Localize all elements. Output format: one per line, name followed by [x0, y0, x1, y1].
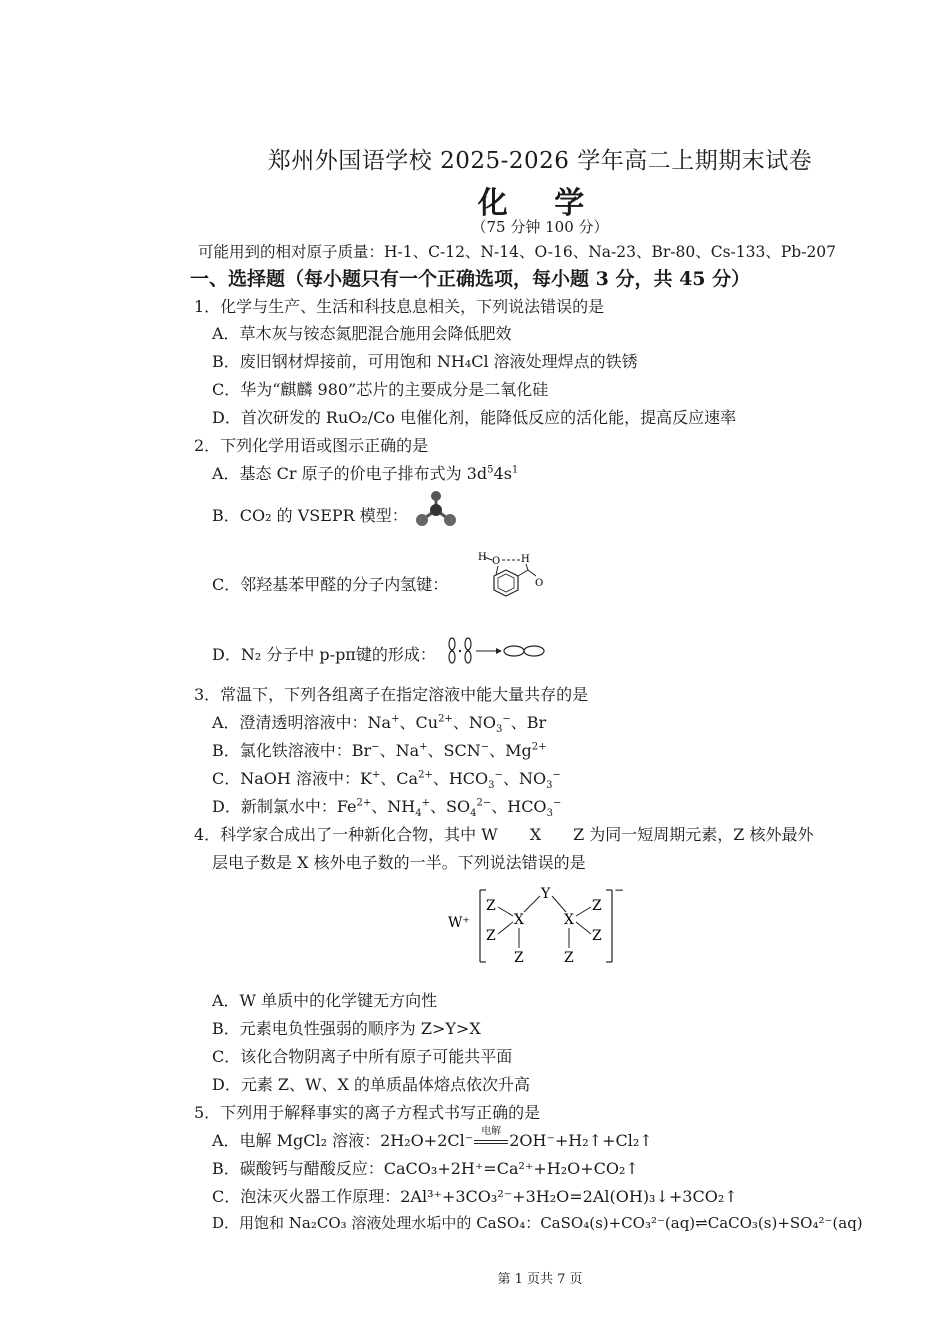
question-4-option-d: D．元素 Z、W、X 的单质晶体熔点依次升高: [212, 1075, 530, 1094]
w-cation-label: W⁺: [448, 915, 470, 931]
question-2-option-b: B．CO₂ 的 VSEPR 模型：: [212, 506, 408, 525]
x-atom-left: X: [514, 912, 524, 928]
question-4-option-a: A．W 单质中的化学键无方向性: [212, 991, 438, 1010]
o-label-2: O: [535, 578, 544, 589]
o-label: O: [492, 556, 501, 567]
z-atom-1: Z: [486, 898, 496, 914]
hydrogen-bond-structure-figure: [472, 548, 552, 618]
z-atom-5: Z: [592, 928, 602, 944]
question-5-option-c: C．泡沫灭火器工作原理：2Al³⁺+3CO₃²⁻+3H₂O=2Al(OH)₃↓+3CO₂↑: [212, 1187, 738, 1206]
co2-vsepr-model-figure: [412, 486, 460, 534]
question-3-option-b: B．氯化铁溶液中：Br−、Na+、SCN−、$Mg^{2+}$: [212, 741, 547, 760]
page-number: 第 1 页共 7 页: [497, 1272, 583, 1287]
question-2-option-c: C．邻羟基苯甲醛的分子内氢键：: [212, 575, 449, 594]
h-label: H: [478, 552, 487, 563]
question-2-option-a: A．基态 Cr 原子的价电子排布式为 $3d^54s^1$: [212, 464, 519, 483]
question-5-option-d: D．用饱和 Na₂CO₃ 溶液处理水垢中的 CaSO₄：CaSO₄(s)+CO₃²⁻(aq)⇌CaCO₃(s)+SO₄²⁻(aq): [212, 1214, 863, 1232]
question-4-stem-line2: 层电子数是 X 核外电子数的一半。下列说法错误的是: [212, 853, 586, 872]
anion-charge: −: [614, 883, 625, 897]
question-1-option-d: D．首次研发的 RuO₂/Co 电催化剂，能降低反应的活化能，提高反应速率: [212, 408, 737, 427]
question-5-option-a: A．电解 MgCl₂ 溶液：2H₂O+2Cl⁻ 电解 2OH⁻+H₂↑+Cl₂↑: [212, 1126, 653, 1150]
question-1-option-a: A．草木灰与铵态氮肥混合施用会降低肥效: [212, 324, 512, 343]
z-atom-2: Z: [486, 928, 496, 944]
question-1-option-b: B．废旧钢材焊接前，可用饱和 NH₄Cl 溶液处理焊点的铁锈: [212, 352, 638, 371]
z-atom-4: Z: [592, 898, 602, 914]
z-atom-3: Z: [514, 950, 524, 966]
question-2-stem: 2．下列化学用语或图示正确的是: [194, 436, 429, 455]
section-title: 一、选择题（每小题只有一个正确选项，每小题 3 分，共 45 分）: [190, 268, 751, 290]
subject-title: 化 学: [477, 186, 603, 221]
h-label-2: H: [521, 554, 530, 565]
atomic-masses: 可能用到的相对原子质量：H-1、C-12、N-14、O-16、Na-23、Br-80、Cs-133、Pb-207: [198, 243, 837, 261]
question-2-option-d: D．N₂ 分子中 p-pπ键的形成：: [212, 645, 436, 664]
question-3-option-a: A．澄清透明溶液中：Na+、$Cu^{2+}$、$NO_3^-$、Br: [212, 713, 547, 736]
question-4-option-b: B．元素电负性强弱的顺序为 Z>Y>X: [212, 1019, 481, 1038]
p-orbital-overlap-figure: [444, 636, 554, 666]
time-info: （75 分钟 100 分）: [471, 218, 609, 236]
compound-structure-figure: [446, 882, 636, 968]
question-5-option-b: B．碳酸钙与醋酸反应：CaCO₃+2H⁺=Ca²⁺+H₂O+CO₂↑: [212, 1159, 639, 1178]
exam-title: 郑州外国语学校 2025-2026 学年高二上期期末试卷: [267, 148, 813, 174]
y-atom: Y: [541, 886, 551, 902]
question-3-option-d: D．新制氯水中：$Fe^{2+}$、$NH_4^+$、$SO_4^{2-}$、$HCO_3^-$: [212, 797, 562, 820]
question-3-stem: 3．常温下，下列各组离子在指定溶液中能大量共存的是: [194, 685, 589, 704]
question-3-option-c: C．NaOH 溶液中：K+、$Ca^{2+}$、$HCO_3^-$、$NO_3^-$: [212, 769, 561, 792]
z-atom-6: Z: [564, 950, 574, 966]
question-4-option-c: C．该化合物阴离子中所有原子可能共平面: [212, 1047, 513, 1066]
electrolysis-arrow: 电解: [473, 1131, 509, 1150]
question-1-option-c: C．华为“麒麟 980”芯片的主要成分是二氧化硅: [212, 380, 549, 399]
question-1-stem: 1．化学与生产、生活和科技息息相关，下列说法错误的是: [194, 297, 605, 316]
x-atom-right: X: [564, 912, 574, 928]
question-4-stem-line1: 4．科学家合成出了一种新化合物，其中 W X Z 为同一短周期元素，Z 核外最外: [194, 825, 814, 844]
question-5-stem: 5．下列用于解释事实的离子方程式书写正确的是: [194, 1103, 541, 1122]
